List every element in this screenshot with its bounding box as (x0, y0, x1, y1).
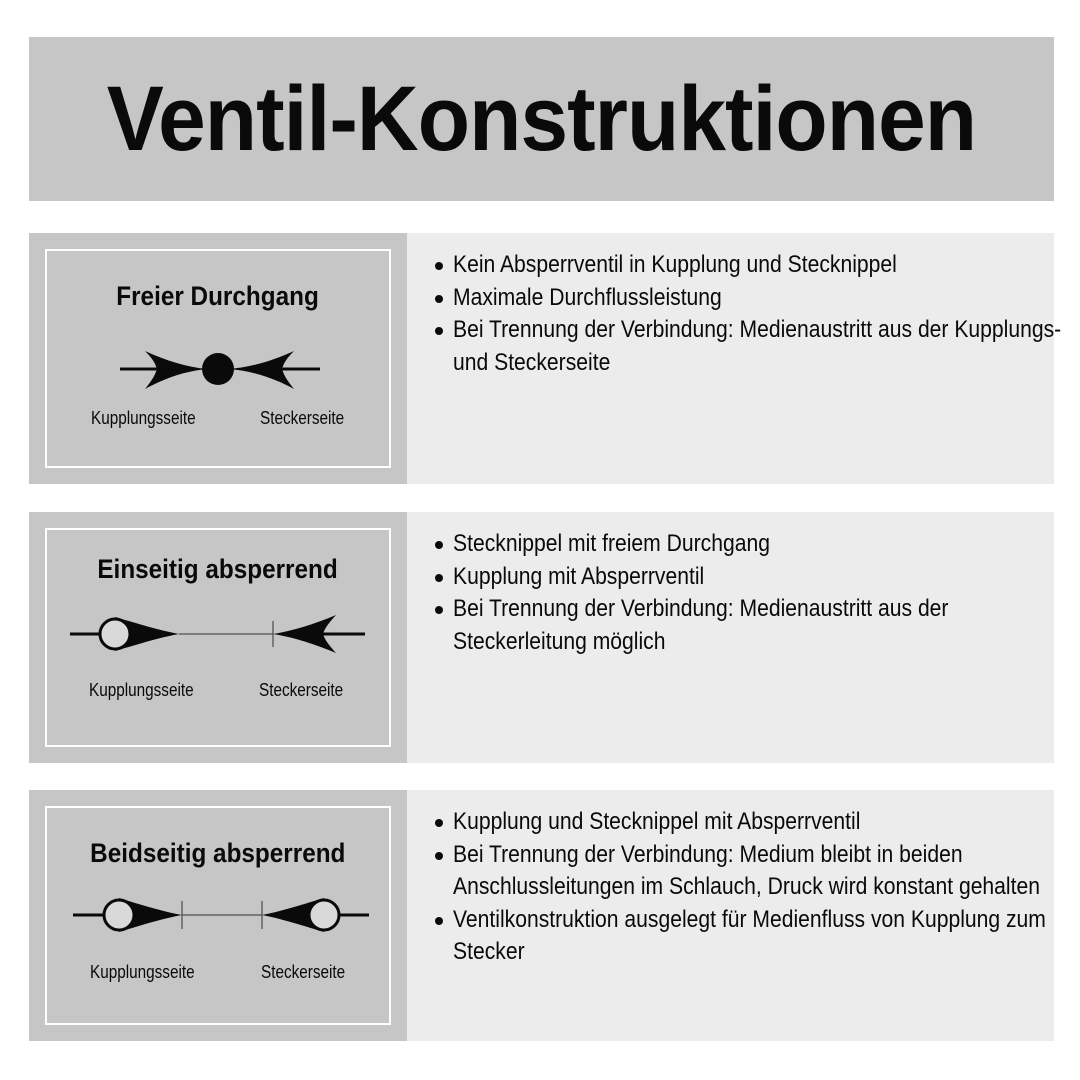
symbol-panel (29, 512, 407, 763)
list-item: Stecknippel mit freiem Durchgang (433, 528, 1073, 561)
symbol-frame (45, 806, 391, 1025)
coupling-side-label: Kupplungsseite (89, 680, 194, 700)
list-item: Maximale Durchflussleistung (433, 282, 1073, 315)
symbol-frame (45, 249, 391, 468)
list-item: Kupplung und Stecknippel mit Absperrventil (433, 806, 1073, 839)
section-title: Beidseitig absperrend (90, 838, 346, 868)
list-item: Bei Trennung der Verbindung: Medienaustritt aus der Steckerleitung möglich (433, 593, 1073, 658)
list-item: Kupplung mit Absperrventil (433, 561, 1073, 594)
section-two-way-shutoff (29, 790, 1054, 1041)
section-free-flow (29, 233, 1062, 484)
symbol-panel (29, 790, 407, 1041)
symbol-frame (45, 528, 391, 747)
title-banner (29, 37, 1054, 201)
two-way-shutoff-symbol-icon (47, 808, 393, 1027)
list-item: Ventilkonstruktion ausgelegt für Medienfluss von Kupplung zum Stecker (433, 904, 1073, 969)
feature-list (433, 806, 1073, 969)
section-title: Einseitig absperrend (97, 554, 339, 584)
list-item: Bei Trennung der Verbindung: Medienaustritt aus der Kupplungs- und Steckerseite (433, 314, 1073, 379)
section-one-way-shutoff (29, 512, 1054, 763)
description-panel (407, 790, 1054, 1041)
coupling-side-label: Kupplungsseite (90, 962, 195, 982)
section-title: Freier Durchgang (116, 281, 320, 311)
page-title-text: Ventil-Konstruktionen (106, 67, 977, 170)
plug-side-label: Steckerseite (260, 408, 345, 428)
description-panel (407, 233, 1062, 484)
plug-side-label: Steckerseite (259, 680, 344, 700)
symbol-panel (29, 233, 407, 484)
list-item: Kein Absperrventil in Kupplung und Stecknippel (433, 249, 1073, 282)
coupling-side-label: Kupplungsseite (91, 408, 196, 428)
page-title (29, 37, 1054, 201)
free-flow-symbol-icon (47, 251, 393, 470)
list-item: Bei Trennung der Verbindung: Medium bleibt in beiden Anschlussleitungen im Schlauch, Druck wird konstant gehalten (433, 839, 1073, 904)
feature-list (433, 249, 1073, 379)
description-panel (407, 512, 1054, 763)
feature-list (433, 528, 1073, 658)
plug-side-label: Steckerseite (261, 962, 346, 982)
one-way-shutoff-symbol-icon (47, 530, 393, 749)
